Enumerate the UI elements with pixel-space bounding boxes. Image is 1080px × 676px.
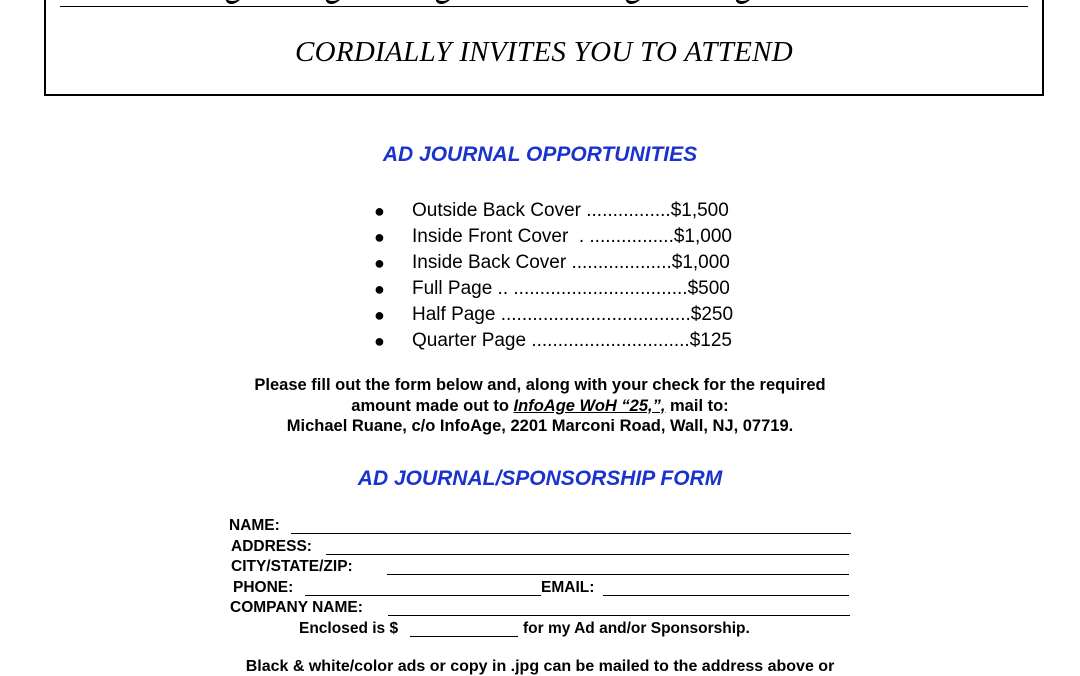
- header-divider: [60, 6, 1028, 7]
- list-item: ● Inside Front Cover . ................$1,000: [370, 224, 733, 250]
- payee-name: InfoAge WoH “25,”,: [513, 396, 666, 415]
- sponsorship-form-heading: AD JOURNAL/SPONSORSHIP FORM: [357, 467, 723, 490]
- enclosed-suffix-label: for my Ad and/or Sponsorship.: [523, 620, 750, 637]
- list-item: ● Quarter Page ..............................$125: [370, 328, 733, 354]
- bullet-icon: ●: [374, 227, 385, 247]
- name-field[interactable]: [291, 533, 851, 534]
- company-name-field[interactable]: [388, 615, 850, 616]
- city-state-zip-label: CITY/STATE/ZIP:: [231, 558, 353, 575]
- list-item: ● Outside Back Cover ................$1,500: [370, 198, 733, 224]
- amount-field[interactable]: [410, 636, 518, 637]
- bullet-icon: ●: [374, 305, 385, 325]
- phone-field[interactable]: [305, 595, 541, 596]
- mailing-address: Michael Ruane, c/o InfoAge, 2201 Marconi Road, Wall, NJ, 07719.: [286, 417, 794, 435]
- invitation-tagline: CORDIALLY INVITES YOU TO ATTEND: [294, 36, 794, 68]
- list-item: ● Full Page .. .................................$500: [370, 276, 733, 302]
- address-label: ADDRESS:: [231, 538, 312, 555]
- footer-note: Black & white/color ads or copy in .jpg can be mailed to the address above or: [245, 658, 835, 675]
- email-label: EMAIL:: [541, 579, 595, 596]
- bullet-icon: ●: [374, 279, 385, 299]
- name-label: NAME:: [229, 517, 280, 534]
- bullet-icon: ●: [374, 331, 385, 351]
- cropped-title-remnant: [196, 0, 776, 3]
- address-field[interactable]: [326, 554, 849, 555]
- ad-opportunities-heading: AD JOURNAL OPPORTUNITIES: [382, 143, 698, 166]
- instructions-line-1: Please fill out the form below and, along with your check for the required: [254, 376, 826, 394]
- company-name-label: COMPANY NAME:: [230, 599, 363, 616]
- email-field[interactable]: [603, 595, 849, 596]
- list-item: ● Inside Back Cover ...................$1,000: [370, 250, 733, 276]
- phone-label: PHONE:: [233, 579, 294, 596]
- mailing-instructions: [0, 375, 1080, 437]
- instructions-line-2: amount made out to InfoAge WoH “25,”, mail to:: [351, 396, 729, 415]
- bullet-icon: ●: [374, 201, 385, 221]
- bullet-icon: ●: [374, 253, 385, 273]
- city-state-zip-field[interactable]: [387, 574, 849, 575]
- ad-price-list: [370, 198, 733, 354]
- invitation-header-box: [44, 0, 1044, 96]
- enclosed-label: Enclosed is $: [299, 620, 399, 637]
- list-item: ● Half Page ....................................$250: [370, 302, 733, 328]
